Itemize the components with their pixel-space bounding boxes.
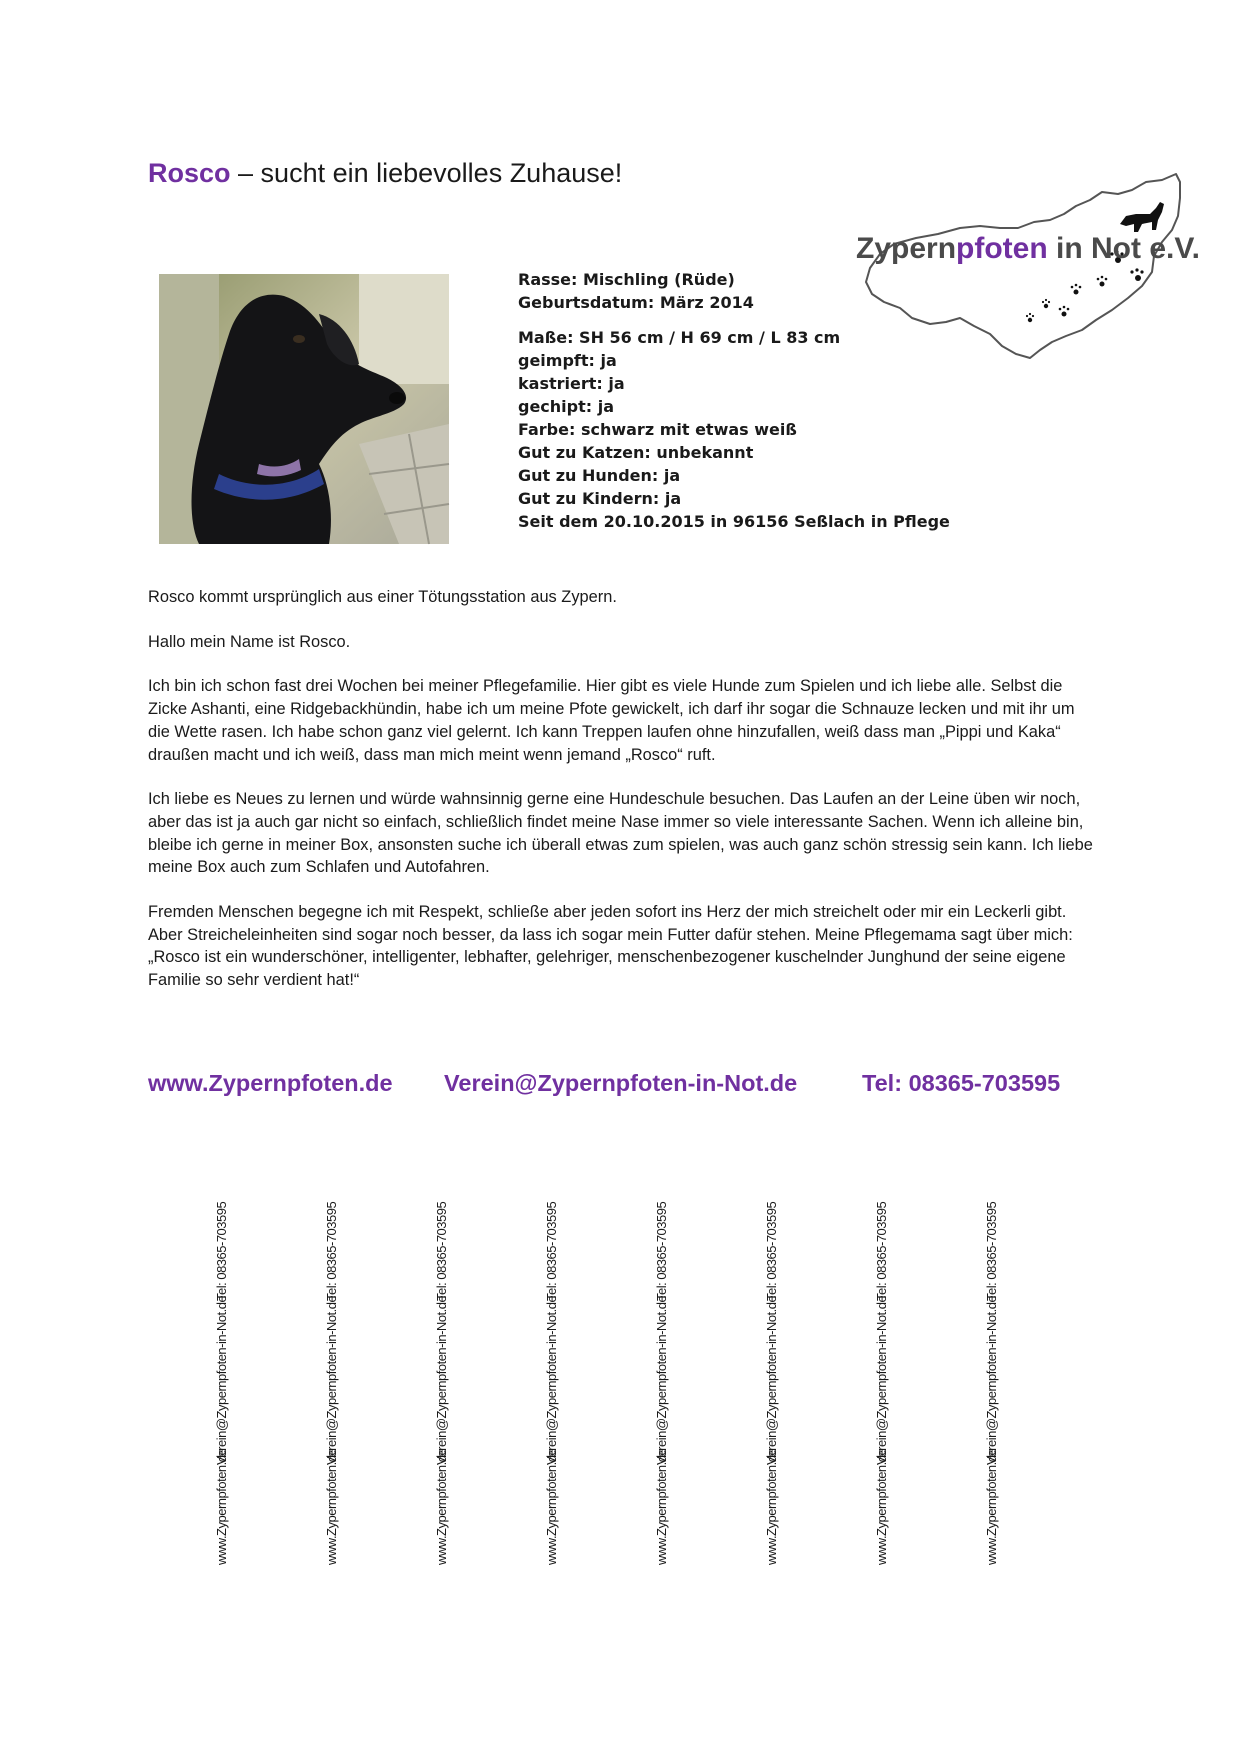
tab-phone: Tel: 08365-703595 xyxy=(984,1201,999,1301)
phone-number: Tel: 08365-703595 xyxy=(862,1070,1061,1096)
tab-website: www.Zypernpfoten.de xyxy=(544,1448,559,1565)
tab-email: Verein@Zypernpfoten-in-Not.de xyxy=(654,1295,669,1465)
fact-breed: Rasse: Mischling (Rüde) xyxy=(518,270,735,289)
tab-email: Verein@Zypernpfoten-in-Not.de xyxy=(324,1295,339,1465)
tab-website: www.Zypernpfoten.de xyxy=(214,1448,229,1565)
fact-dimensions: Maße: SH 56 cm / H 69 cm / L 83 cm xyxy=(518,328,841,347)
tear-off-tab xyxy=(322,1185,362,1565)
fact-birthdate: Geburtsdatum: März 2014 xyxy=(518,293,754,312)
tab-email: Verein@Zypernpfoten-in-Not.de xyxy=(434,1295,449,1465)
tab-email: Verein@Zypernpfoten-in-Not.de xyxy=(874,1295,889,1465)
logo-text-part3: in Not e.V. xyxy=(1047,232,1200,265)
paragraph-people: Fremden Menschen begegne ich mit Respekt, schließe aber jeden sofort ins Herz der mich streichelt oder mir ein Leckerli gibt. Aber Streicheleinheiten sind sogar noch besser, da lass ich sogar mein Futter dafür stehen. Meine Pflegemama sagt über mich: „Rosco ist ein wunderschöner, intelligenter, lebhafter, gelehriger, menschenbezogener kuschelnder Junghund der seine eigene Familie so sehr verdient hat!“ xyxy=(148,903,1073,990)
paragraph-origin: Rosco kommt ursprünglich aus einer Tötungsstation aus Zypern. xyxy=(148,588,617,606)
fact-vaccinated: geimpft: ja xyxy=(518,351,617,370)
tab-phone: Tel: 08365-703595 xyxy=(214,1201,229,1301)
tab-email: Verein@Zypernpfoten-in-Not.de xyxy=(764,1295,779,1465)
svg-text:Zypernpfoten in Not e.V. xyxy=(856,232,1200,265)
description xyxy=(148,586,1098,1014)
tab-website: www.Zypernpfoten.de xyxy=(984,1448,999,1565)
tab-phone: Tel: 08365-703595 xyxy=(544,1201,559,1301)
contact-line xyxy=(148,1070,1108,1104)
logo-text-part2: pfoten xyxy=(956,232,1048,265)
tab-website: www.Zypernpfoten.de xyxy=(654,1448,669,1565)
tab-email: Verein@Zypernpfoten-in-Not.de xyxy=(984,1295,999,1465)
tear-off-tab xyxy=(982,1185,1022,1565)
tear-off-tab xyxy=(762,1185,802,1565)
tab-email: Verein@Zypernpfoten-in-Not.de xyxy=(544,1295,559,1465)
fact-spacer xyxy=(518,314,1038,326)
fact-dogs: Gut zu Hunden: ja xyxy=(518,466,681,485)
logo-text-part1: Zypern xyxy=(856,232,957,265)
paragraph-learning: Ich liebe es Neues zu lernen und würde wahnsinnig gerne eine Hundeschule besuchen. Das Laufen an der Leine üben wir noch, aber das ist ja auch gar nicht so einfach, schließlich findet meine Nase immer so viele interessante Sachen. Wenn ich alleine bin, bleibe ich gerne in meiner Box, ansonsten suche ich überall etwas zum spielen, was auch ganz schön stressig sein kann. Ich liebe meine Box auch zum Schlafen und Autofahren. xyxy=(148,790,1093,877)
tab-website: www.Zypernpfoten.de xyxy=(324,1448,339,1565)
fact-cats: Gut zu Katzen: unbekannt xyxy=(518,443,754,462)
tab-website: www.Zypernpfoten.de xyxy=(874,1448,889,1565)
tear-off-tab xyxy=(652,1185,692,1565)
tear-off-tab xyxy=(432,1185,472,1565)
page-title xyxy=(148,158,622,189)
fact-children: Gut zu Kindern: ja xyxy=(518,489,682,508)
dog-photo xyxy=(159,274,449,544)
tab-phone: Tel: 08365-703595 xyxy=(764,1201,779,1301)
tab-phone: Tel: 08365-703595 xyxy=(654,1201,669,1301)
fact-neutered: kastriert: ja xyxy=(518,374,625,393)
tab-phone: Tel: 08365-703595 xyxy=(324,1201,339,1301)
tab-phone: Tel: 08365-703595 xyxy=(434,1201,449,1301)
website-link[interactable]: www.Zypernpfoten.de xyxy=(148,1070,393,1096)
tab-website: www.Zypernpfoten.de xyxy=(434,1448,449,1565)
paragraph-foster-family: Ich bin ich schon fast drei Wochen bei meiner Pflegefamilie. Hier gibt es viele Hunde zum Spielen und ich liebe alle. Selbst die Zicke Ashanti, eine Ridgebackhündin, habe ich um meine Pfote gewickelt, ich darf ihr sogar die Schnauze lecken und mit ihr um die Wette rasen. Ich habe schon ganz viel gelernt. Ich kann Treppen laufen ohne hinzufallen, weiß dass man „Pippi und Kaka“ draußen macht und ich weiß, dass man mich meint wenn jemand „Rosco“ ruft. xyxy=(148,677,1075,764)
email-link[interactable]: Verein@Zypernpfoten-in-Not.de xyxy=(444,1070,798,1096)
fact-color: Farbe: schwarz mit etwas weiß xyxy=(518,420,797,439)
title-tagline: – sucht ein liebevolles Zuhause! xyxy=(230,158,623,188)
tab-phone: Tel: 08365-703595 xyxy=(874,1201,889,1301)
tab-website: www.Zypernpfoten.de xyxy=(764,1448,779,1565)
dog-name: Rosco xyxy=(148,158,231,188)
dog-facts xyxy=(518,268,1038,533)
tear-off-tabs xyxy=(0,1185,1240,1565)
fact-chipped: gechipt: ja xyxy=(518,397,615,416)
tab-email: Verein@Zypernpfoten-in-Not.de xyxy=(214,1295,229,1465)
tear-off-tab xyxy=(872,1185,912,1565)
tear-off-tab xyxy=(542,1185,582,1565)
tear-off-tab xyxy=(212,1185,252,1565)
paragraph-greeting: Hallo mein Name ist Rosco. xyxy=(148,632,351,651)
fact-foster-since: Seit dem 20.10.2015 in 96156 Seßlach in Pflege xyxy=(518,512,950,531)
